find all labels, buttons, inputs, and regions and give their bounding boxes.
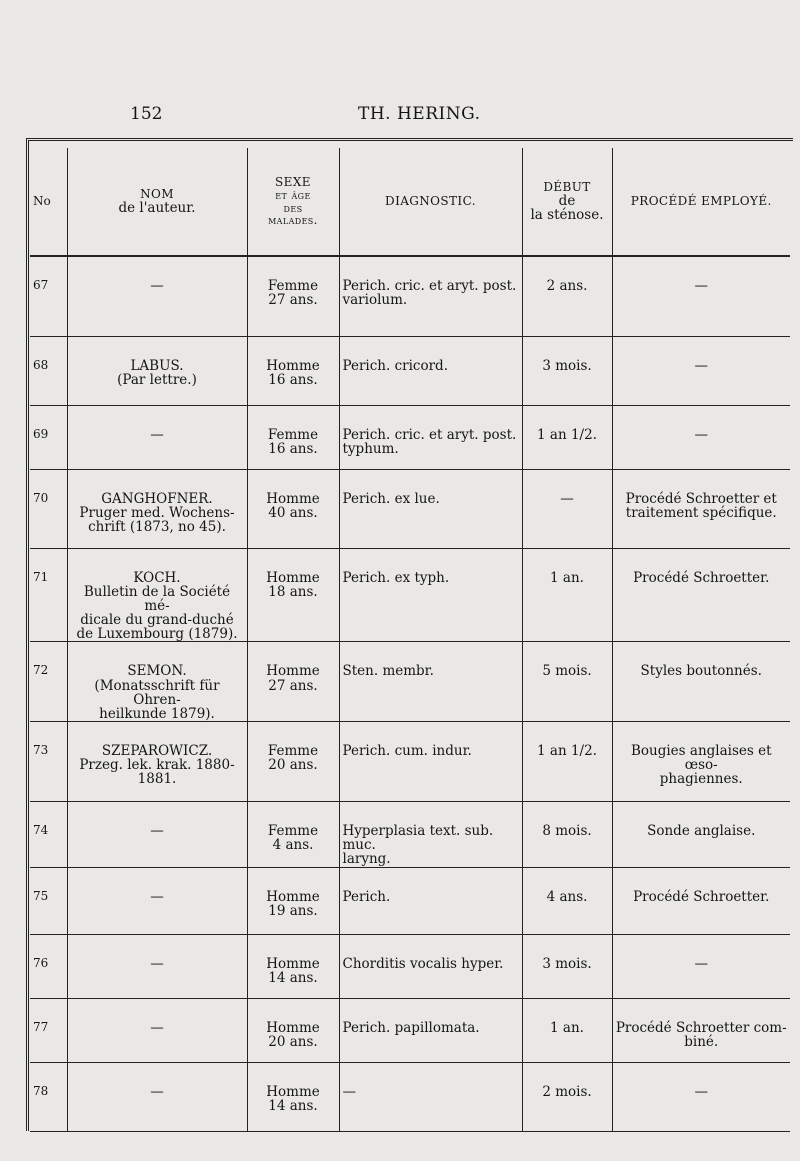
diagnostic-cell: Perich.: [339, 867, 522, 934]
procedure-cell: Procédé Schroetter et traitement spécifique.: [612, 469, 790, 548]
sex-age-cell: Homme 40 ans.: [247, 469, 339, 548]
author-cell: —: [67, 998, 247, 1062]
diagnostic-cell: Perich. cric. et aryt. post. typhum.: [339, 405, 522, 469]
sex-age-cell: Homme 27 ans.: [247, 642, 339, 722]
author-cell: —: [67, 1062, 247, 1131]
diagnostic-cell: Sten. membr.: [339, 642, 522, 722]
table-body: [30, 256, 790, 1131]
procedure-cell: Sonde anglaise.: [612, 802, 790, 868]
table-row: [30, 998, 790, 1062]
diagnostic-cell: Perich. cum. indur.: [339, 722, 522, 802]
case-number: 74: [33, 823, 49, 838]
cases-table: [30, 148, 790, 1132]
author-cell: KOCH. Bulletin de la Société mé- dicale du grand-duché de Luxembourg (1879).: [67, 548, 247, 642]
table-row: [30, 1062, 790, 1131]
sex-age-cell: Homme 16 ans.: [247, 336, 339, 405]
onset-cell: 1 an.: [522, 998, 612, 1062]
diagnostic-cell: Hyperplasia text. sub. muc. laryng.: [339, 802, 522, 868]
sex-age-cell: Femme 27 ans.: [247, 256, 339, 336]
procedure-cell: Bougies anglaises et œso- phagiennes.: [612, 722, 790, 802]
table-row: [30, 802, 790, 868]
table-row: [30, 256, 790, 336]
case-number: 78: [33, 1083, 49, 1098]
onset-cell: 2 mois.: [522, 1062, 612, 1131]
case-number: 67: [33, 278, 49, 292]
procedure-cell: —: [612, 256, 790, 336]
column-header-sex-age: SEXE et âge des malades.: [247, 148, 339, 256]
author-cell: SEMON. (Monatsschrift für Ohren- heilkunde 1879).: [67, 642, 247, 722]
procedure-cell: —: [612, 1062, 790, 1131]
sex-age-cell: Homme 20 ans.: [247, 998, 339, 1062]
case-number: 69: [33, 426, 49, 441]
case-number: 72: [33, 663, 49, 678]
case-number: 70: [33, 490, 49, 505]
table-row: [30, 934, 790, 998]
table-row: [30, 405, 790, 469]
column-header-diagnostic: DIAGNOSTIC.: [339, 148, 522, 256]
procedure-cell: —: [612, 934, 790, 998]
table-row: [30, 469, 790, 548]
author-header-subtitle: de l'auteur.: [118, 199, 196, 216]
table-row: [30, 548, 790, 642]
table-row: [30, 867, 790, 934]
onset-cell: 1 an.: [522, 548, 612, 642]
sex-age-cell: Homme 14 ans.: [247, 934, 339, 998]
table-row: [30, 722, 790, 802]
author-cell: GANGHOFNER. Pruger med. Wochens- chrift (1873, no 45).: [67, 469, 247, 548]
column-header-author: [67, 148, 247, 256]
sex-age-cell: Femme 16 ans.: [247, 405, 339, 469]
procedure-cell: —: [612, 336, 790, 405]
sex-age-cell: Homme 18 ans.: [247, 548, 339, 642]
sex-age-cell: Femme 20 ans.: [247, 722, 339, 802]
author-cell: LABUS. (Par lettre.): [67, 336, 247, 405]
case-number: 75: [33, 888, 49, 903]
column-header-procedure: PROCÉDÉ EMPLOYÉ.: [612, 148, 790, 256]
case-number: 76: [33, 955, 49, 970]
onset-cell: 8 mois.: [522, 802, 612, 868]
onset-cell: 1 an 1/2.: [522, 405, 612, 469]
onset-cell: 3 mois.: [522, 934, 612, 998]
case-number: 77: [33, 1019, 49, 1034]
author-cell: SZEPAROWICZ. Przeg. lek. krak. 1880- 1881.: [67, 722, 247, 802]
author-cell: —: [67, 867, 247, 934]
procedure-cell: Styles boutonnés.: [612, 642, 790, 722]
procedure-cell: Procédé Schroetter.: [612, 867, 790, 934]
table-row: [30, 642, 790, 722]
onset-cell: 3 mois.: [522, 336, 612, 405]
author-cell: —: [67, 934, 247, 998]
procedure-cell: Procédé Schroetter com- biné.: [612, 998, 790, 1062]
diagnostic-cell: —: [339, 1062, 522, 1131]
column-header-onset: [522, 148, 612, 256]
onset-cell: —: [522, 469, 612, 548]
diagnostic-cell: Perich. ex lue.: [339, 469, 522, 548]
diagnostic-cell: Perich. ex typh.: [339, 548, 522, 642]
diagnostic-cell: Perich. cric. et aryt. post. variolum.: [339, 256, 522, 336]
onset-header-title: DÉBUT: [543, 180, 591, 195]
author-cell: —: [67, 802, 247, 868]
case-number: 68: [33, 357, 49, 372]
sex-age-cell: Homme 19 ans.: [247, 867, 339, 934]
procedure-cell: —: [612, 405, 790, 469]
table-row: [30, 336, 790, 405]
author-cell: —: [67, 405, 247, 469]
onset-cell: 2 ans.: [522, 256, 612, 336]
author-header-title: NOM: [140, 187, 174, 202]
page-number: 152: [130, 104, 163, 124]
case-number: 71: [33, 569, 49, 584]
onset-header-subtitle: de la sténose.: [530, 192, 604, 223]
sex-age-cell: Femme 4 ans.: [247, 802, 339, 868]
onset-cell: 5 mois.: [522, 642, 612, 722]
diagnostic-cell: Chorditis vocalis hyper.: [339, 934, 522, 998]
running-head: TH. HERING.: [358, 104, 481, 124]
case-number: 73: [33, 743, 49, 758]
onset-cell: 4 ans.: [522, 867, 612, 934]
column-header-number: No: [30, 148, 67, 256]
onset-cell: 1 an 1/2.: [522, 722, 612, 802]
author-cell: —: [67, 256, 247, 336]
sex-age-cell: Homme 14 ans.: [247, 1062, 339, 1131]
procedure-cell: Procédé Schroetter.: [612, 548, 790, 642]
table-header-row: [30, 148, 790, 256]
diagnostic-cell: Perich. cricord.: [339, 336, 522, 405]
diagnostic-cell: Perich. papillomata.: [339, 998, 522, 1062]
